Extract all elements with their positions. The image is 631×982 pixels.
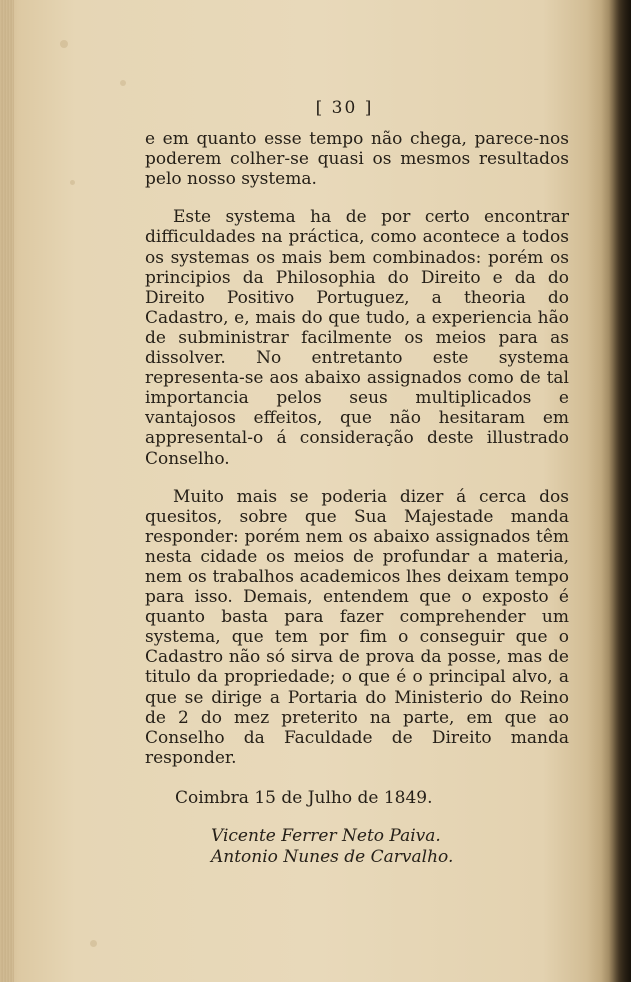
foxing-spot (70, 180, 75, 185)
paragraph-systema: Este systema ha de por certo encontrar difficuldades na práctica, como acontece a todos os systemas os mais bem combinados: porém os principios da Philosophia do Direito e da do Direito Positivo Portuguez, a theoria do Cadastro, e, mais do que tudo, a experiencia hão de subministrar facilmente os meios para as dissolver. No entretanto este systema representa-se aos abaixo assignados como de tal importancia pelos seus multiplicados e vantajosos effeitos, que não hesitaram em appresental-o á consideração deste illustrado Conselho. (145, 207, 569, 469)
page-number: [ 30 ] (315, 98, 374, 118)
signature-line: Antonio Nunes de Carvalho. (211, 847, 454, 867)
date-line: Coimbra 15 de Julho de 1849. (175, 787, 433, 808)
signatures (211, 826, 569, 868)
foxing-spot (120, 80, 126, 86)
paragraph-continuation: e em quanto esse tempo não chega, parece-nos poderem colher-se quasi os mesmos resultados pelo nosso systema. (145, 129, 569, 190)
page-edges (0, 0, 14, 982)
paragraph-gap (145, 469, 569, 487)
spine-shadow (601, 0, 631, 982)
foxing-spot (90, 940, 97, 947)
paragraph-quesitos: Muito mais se poderia dizer á cerca dos quesitos, sobre que Sua Majestade manda responder: porém nem os abaixo assignados têm nesta cidade os meios de profundar a materia, nem os trabalhos academicos lhes deixam tempo para isso. Demais, entendem que o exposto é quanto basta para fazer comprehender um systema, que tem por fim o conseguir que o Cadastro não só sirva de prova da posse, mas de titulo da propriedade; o que é o principal alvo, a que se dirige a Portaria do Ministerio do Reino de 2 do mez preterito na parte, em que ao Conselho da Faculdade de Direito manda responder. (145, 486, 569, 768)
text-block (145, 98, 569, 868)
signature-line: Vicente Ferrer Neto Paiva. (211, 826, 441, 846)
foxing-spot (60, 40, 68, 48)
paragraph-gap (145, 189, 569, 207)
